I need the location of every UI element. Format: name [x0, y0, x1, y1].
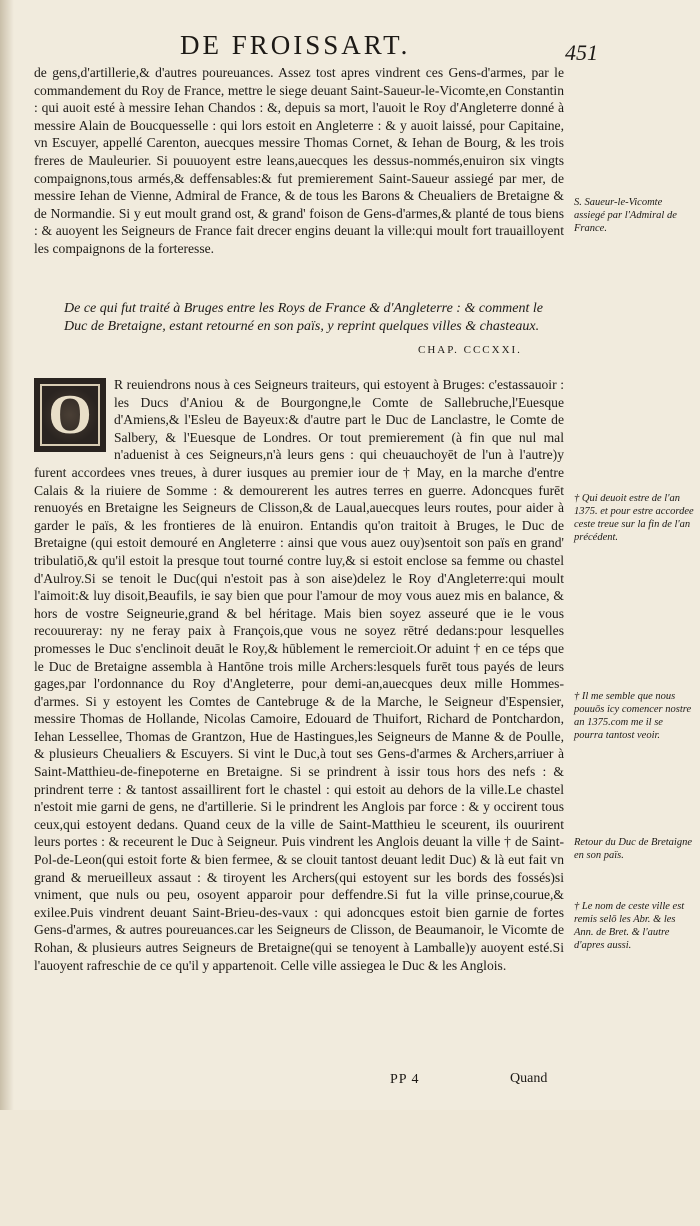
margin-note-1: S. Saueur-le-Vicomte assiegé par l'Admiral de France.	[574, 197, 677, 234]
chapter-heading: De ce qui fut traité à Bruges entre les Roys de France & d'Angleterre : & comment le Duc de Bretaigne, estant retourné en son païs, y reprint quelques villes & chasteaux.	[64, 301, 543, 334]
bottom-margin	[0, 1110, 700, 1226]
margin-note-2: † Qui deuoit estre de l'an 1375. et pour estre accordee ceste treue sur la fin de l'an précédent.	[574, 493, 694, 543]
dropcap-letter: O	[48, 384, 92, 446]
margin-note-4: Retour du Duc de Bretaigne en son païs.	[574, 837, 692, 861]
running-head: DE FROISSART.	[180, 30, 411, 60]
page-number: 451	[565, 40, 598, 65]
paragraph-2: R reuiendrons nous à ces Seigneurs traiteurs, qui estoyent à Bruges: c'estassauoir : les Ducs d'Aniou & de Bourgongne,le Comte de Sallebruche,l'Euesque d'Amiens,& l'Esleu de Bayeux:& d'autre part le Duc de Lanclastre, le Comte de Salbery, & l'Euesque de Londres. Or tout premierement (à fin que nul mal n'aduenist à ces Seigneurs,n'à leurs gens : qui cheuauchoyēt de l'un à l'autre)y furent accordees vnes treues, à durer iusques au premier iour de † May, en la marche d'entre Calais & la riuiere de Somme : & demourerent les autres terres en guerre. Adoncques furēt renuoyés en Bretaigne les Seigneurs de Clisson,& de Laual,auecques leurs routes, pour aider à garder le païs, & les frontieres de là enuiron. Entandis qu'on traitoit à Bruges, le Duc de Bretaigne (qui estoit demouré en Angleterre : ainsi que vous auez ouy)sentoit son païs en grand' tribulatiō,& qu'il estoit la presque tout tourné contre luy,& si estoit enclose sa femme ou chastel d'Aulroy.Si se tenoit le Duc(qui n'estoit pas à son aise)delez le Roy d'Angleterre:qui moult l'aimoit:& luy disoit,Beaufils, ie say bien que pour l'amour de moy vous auez mis en balance, & hors de vostre Seigneurie,grand & bel héritage. Mais bien soyez asseuré que ie le vous recouureray: ny ne feray paix à François,que vous ne soyez rētré dedans:pour lesquelles promesses le Duc s'enclinoit deuāt le Roy,& hūblement le remercioit.Or aduint † en ce téps que le Duc de Bretaigne assembla à Hantōne trois mille Archers:lesquels furēt tous payés de leurs gages,par l'ordonnance du Roy d'Angleterre, pour demi-an,auecques deux mille Hommes-d'armes. Si y estoyent les Comtes de Cantebruge & de la Marche, le Seigneur d'Espensier, messire Thomas de Hollande, Nicolas Camoire, Edouard de Thuifort, Richard de Pontchardon, Iehan Lessellee, Thomas de Grantzon, Hue de Hastingues,les Seigneurs de Manne & de Poulle, & plusieurs Cheualiers & Escuyers. Si vint le Duc,à tout ses Gens-d'armes & Archers,arriuer à Saint-Matthieu-de-finepoterne en Bretaigne. Si se prindrent à issir tous hors des nefs : & prindrent terre : & tantost assaillirent fort le chastel : qui estoit au dehors de la ville.Le chastel n'estoit mie garni de gens, ne d'artillerie. Si le prindrent les Anglois par force : & y occirent tous ceux,qui estoyent dedans. Quand ceux de la ville de Saint-Matthieu le sceurent, ils ouurirent leurs portes : & receurent le Duc à Seigneur. Puis vindrent les Anglois deuant la ville † de Saint-Pol-de-Leon(qui estoit forte & bien fermee, & se clouit tantost deuant ledit Duc) & là eut fait vn grand & merueilleux assaut : & tiroyent les Archers(qui estoyent sur les bords des fossés)si vniment, que nuls ou peu, osoyent apparoir pour deffendre.Si fut la ville prinse,courue,& exilee.Puis vindrent deuant Saint-Brieu-des-vaux : qui adoncques estoit bien garnie de fortes Gens-d'armes, & autres poureuances.car les Seigneurs de Clisson, de Beaumanoir, le Vicomte de Rohan, & plusieurs autres Seigneurs de Bretaigne(qui se tenoyent à Lamballe)y auoyent esté.Si l'auoyent rafreschie de ce qu'il y appartenoit. Celle ville assiegea le Duc & les Anglois.	[34, 377, 564, 973]
margin-note-3: † Il me semble que nous pouuōs icy comencer nostre an 1375.com me il se pourra tantost veoir.	[574, 691, 692, 741]
ornamental-dropcap	[34, 378, 106, 452]
paragraph-1: de gens,d'artillerie,& d'autres poureuances. Assez tost apres vindrent ces Gens-d'armes, par le commandement du Roy de France, mettre le siege deuant Saint-Saueur-le-Vicomte,en Constantin : qui auoit esté à messire Iehan Chandos : &, depuis sa mort, l'auoit le Roy d'Angleterre donné à messire Alain de Boucquesselle : qui lors estoit en Angleterre : & y auoit laissé, pour Capitaine, vn Escuyer, appellé Carenton, auecques messire Thomas Cornet, & Iehan de Bourg, & les trois freres de Mauleurier. Si pouuoyent estre leans,auecques les dessus-nommés,enuiron six vingts compaignons,tous armés,& deffensables:& fut premierement Saint-Saueur assiegé par mer, de messire Iehan de Vienne, Admiral de France, & de tous les Barons & Cheualiers de Bretaigne & de Normandie. Si y eut moult grand ost, & grand' foison de Gens-d'armes,& planté de tous biens : & auoyent les Seigneurs de France fait drecer engins deuant la ville:qui moult fort trauailloyent les compaignons de la forteresse.	[34, 65, 564, 256]
paragraph-2-container	[34, 376, 564, 974]
signature-mark: PP 4	[390, 1072, 420, 1087]
catchword: Quand	[510, 1071, 548, 1086]
chapter-number: CHAP. CCCXXI.	[418, 344, 522, 356]
margin-note-5: † Le nom de ceste ville est remis selō les Abr. & les Ann. de Bret. & l'autre d'apres aussi.	[574, 901, 685, 951]
page-fold-shadow	[0, 0, 14, 1226]
dropcap-frame	[40, 384, 100, 446]
